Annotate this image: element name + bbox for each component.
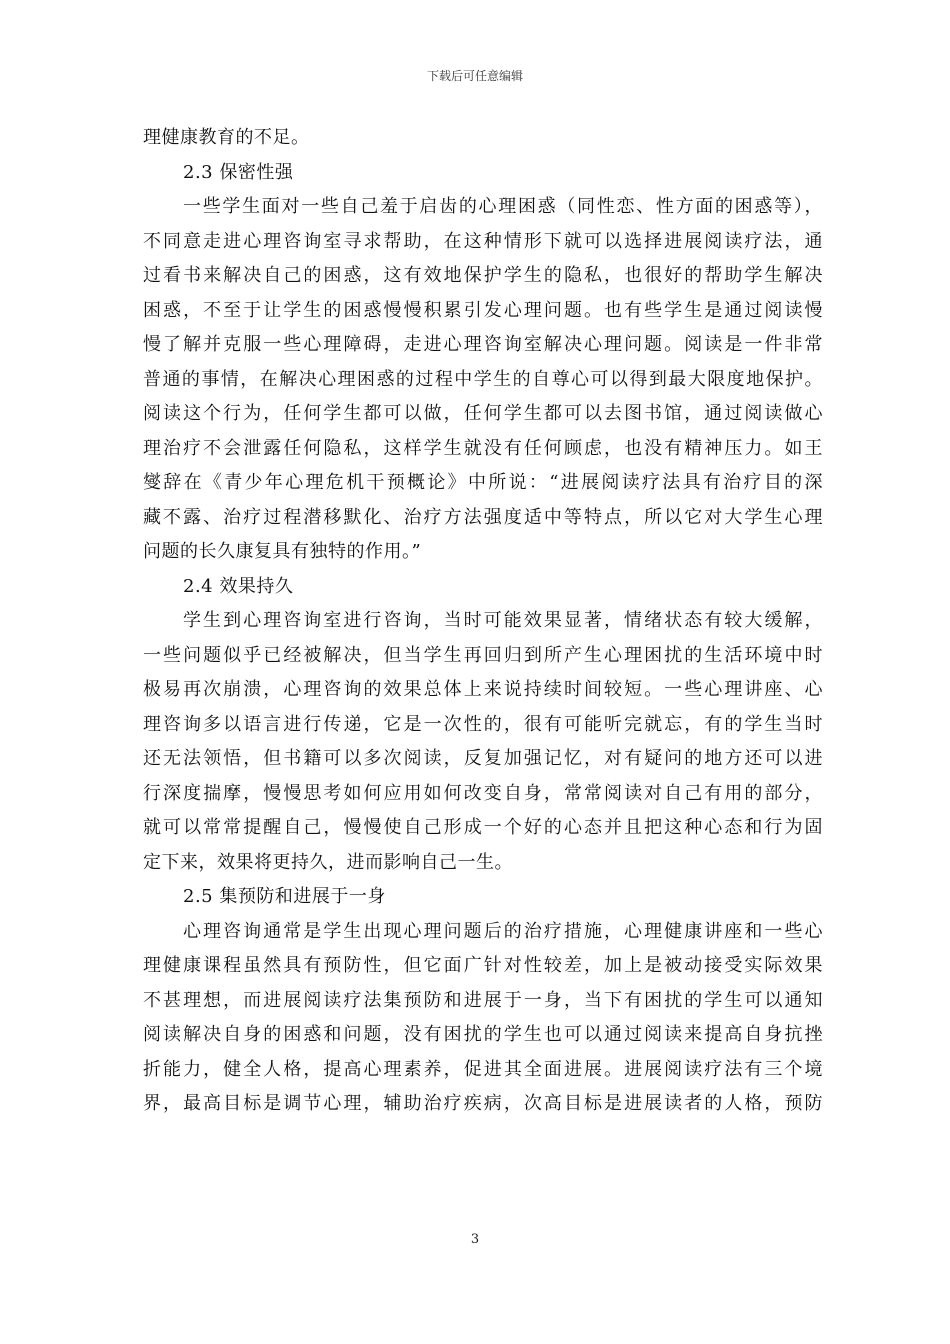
paragraph-line: 慢了解并克服一些心理障碍，走进心理咨询室解决心理问题。阅读是一件非常 (143, 334, 823, 355)
paragraph-line: 就可以常常提醒自己，慢慢使自己形成一个好的心态并且把这种心态和行为固 (143, 817, 823, 838)
paragraph-line: 界，最高目标是调节心理，辅助治疗疾病，次高目标是进展读者的人格，预防 (143, 1093, 823, 1114)
paragraph-line: 一些问题似乎已经被解决，但当学生再回归到所产生心理困扰的生活环境中时 (143, 644, 823, 666)
paragraph-line: 燮辞在《青少年心理危机干预概论》中所说：“进展阅读疗法具有治疗目的深 (143, 472, 823, 493)
paragraph-line: 理治疗不会泄露任何隐私，这样学生就没有任何顾虑，也没有精神压力。如王 (143, 437, 823, 459)
section-heading-2-4: 2.4 效果持久 (183, 575, 294, 597)
paragraph-line: 心理咨询通常是学生出现心理问题后的治疗措施，心理健康讲座和一些心 (183, 920, 823, 942)
page-header: 下载后可任意编辑 (426, 69, 523, 83)
page-number: 3 (470, 1232, 480, 1247)
paragraph-line: 还无法领悟，但书籍可以多次阅读，反复加强记忆，对有疑问的地方还可以进 (143, 748, 823, 769)
section-heading-2-3: 2.3 保密性强 (183, 161, 294, 183)
paragraph-line: 理健康课程虽然具有预防性，但它面广针对性较差，加上是被动接受实际效果 (143, 955, 823, 976)
paragraph-line: 极易再次崩溃，心理咨询的效果总体上来说持续时间较短。一些心理讲座、心 (143, 679, 823, 700)
paragraph-line: 不甚理想，而进展阅读疗法集预防和进展于一身，当下有困扰的学生可以通知 (143, 989, 823, 1011)
paragraph-line: 过看书来解决自己的困惑，这有效地保护学生的隐私，也很好的帮助学生解决 (143, 265, 823, 286)
paragraph-line: 理咨询多以语言进行传递，它是一次性的，很有可能听完就忘，有的学生当时 (143, 713, 823, 735)
paragraph-line: 藏不露、治疗过程潜移默化、治疗方法强度适中等特点，所以它对大学生心理 (143, 506, 823, 528)
paragraph-line: 理健康教育的不足。 (143, 127, 310, 148)
paragraph-line: 行深度揣摩，慢慢思考如何应用如何改变自身，常常阅读对自己有用的部分， (143, 782, 823, 804)
paragraph-line: 问题的长久康复具有独特的作用。” (143, 541, 422, 562)
paragraph-line: 阅读这个行为，任何学生都可以做，任何学生都可以去图书馆，通过阅读做心 (143, 403, 823, 424)
body-text (143, 121, 823, 1122)
paragraph-line: 不同意走进心理咨询室寻求帮助，在这种情形下就可以选择进展阅读疗法，通 (143, 230, 823, 252)
paragraph-line: 一些学生面对一些自己羞于启齿的心理困惑（同性恋、性方面的困惑等）， (183, 196, 823, 217)
section-heading-2-5: 2.5 集预防和进展于一身 (183, 886, 386, 907)
paragraph-line: 折能力，健全人格，提高心理素养，促进其全面进展。进展阅读疗法有三个境 (143, 1058, 823, 1080)
paragraph-line: 困惑，不至于让学生的困惑慢慢积累引发心理问题。也有些学生是通过阅读慢 (143, 299, 823, 321)
paragraph-line: 学生到心理咨询室进行咨询，当时可能效果显著，情绪状态有较大缓解， (183, 610, 823, 631)
paragraph-line: 定下来，效果将更持久，进而影响自己一生。 (143, 851, 513, 873)
paragraph-line: 普通的事情，在解决心理困惑的过程中学生的自尊心可以得到最大限度地保护。 (143, 368, 823, 390)
paragraph-line: 阅读解决自身的困惑和问题，没有困扰的学生也可以通过阅读来提高自身抗挫 (143, 1024, 823, 1045)
